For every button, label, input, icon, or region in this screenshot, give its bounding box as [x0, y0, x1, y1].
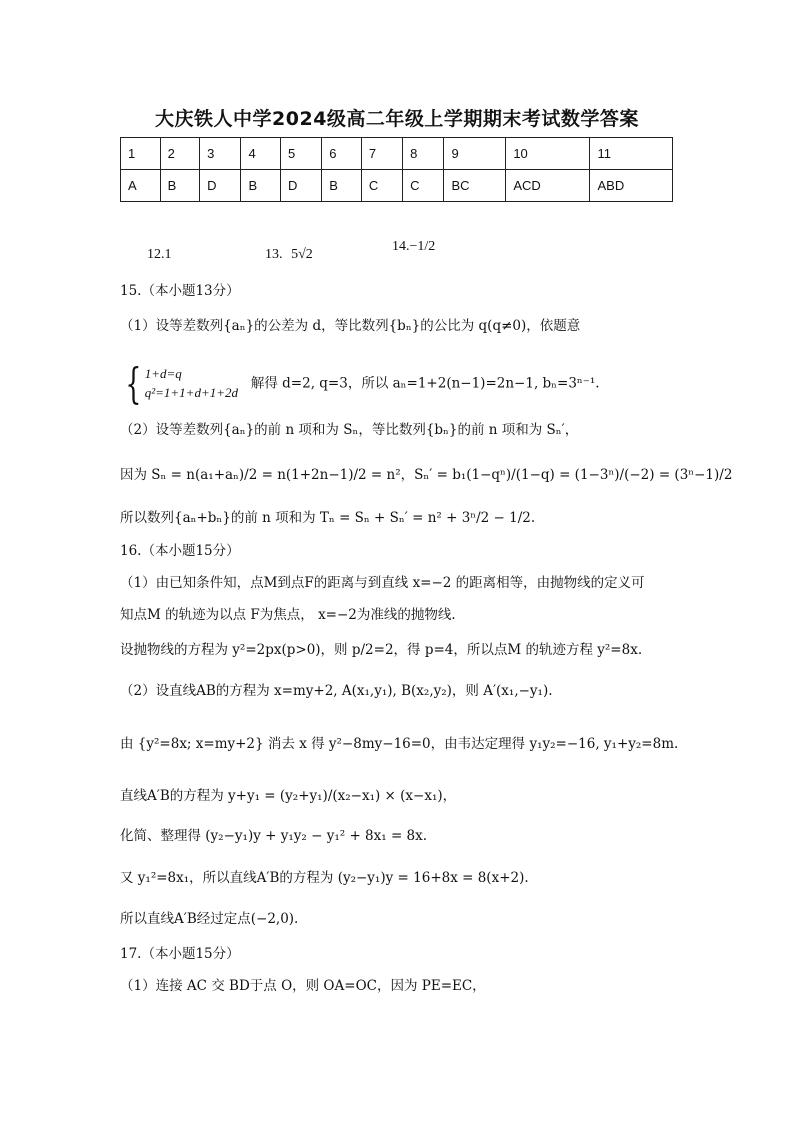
table-cell: 11	[590, 138, 673, 170]
q16-part1-line1: （1）由已知条件知，点M到点F的距离与到直线 x=−2 的距离相等，由抛物线的定义可	[120, 575, 645, 591]
q15-part2-conclusion: 所以数列{aₙ+bₙ}的前 n 项和为 Tₙ = Sₙ + Sₙ′ = n² + 3ⁿ/2 − 1/2.	[120, 510, 536, 526]
table-cell: 3	[200, 138, 241, 170]
q16-part2-line4: 化简、整理得 (y₂−y₁)y + y₁y₂ − y₁² + 8x₁ = 8x.	[120, 828, 428, 844]
q15-part1-system	[120, 359, 600, 408]
table-cell: B	[322, 170, 362, 202]
q15-part1-solve: 解得 d=2, q=3，所以 aₙ=1+2(n−1)=2n−1, bₙ=3ⁿ⁻¹.	[250, 375, 600, 392]
table-cell: 7	[361, 138, 402, 170]
table-cell: 5	[281, 138, 322, 170]
q16-part2-line1: （2）设直线AB的方程为 x=my+2, A(x₁,y₁), B(x₂,y₂)，则 A′(x₁,−y₁).	[120, 683, 553, 699]
page-title: 大庆铁人中学2024级高二年级上学期期末考试数学答案	[155, 108, 639, 130]
q16-part2-line6: 所以直线A′B经过定点(−2,0).	[120, 911, 299, 927]
q16-part1-line2: 知点M 的轨迹为以点 F为焦点， x=−2为准线的抛物线.	[120, 607, 456, 623]
table-cell: ABD	[590, 170, 673, 202]
q15-part1-text: （1）设等差数列{aₙ}的公差为 d，等比数列{bₙ}的公比为 q(q≠0)，依题意	[120, 318, 581, 334]
left-brace: {	[125, 359, 142, 408]
table-cell: ACD	[506, 170, 590, 202]
q12-answer: 12.1	[147, 247, 172, 262]
table-cell: B	[241, 170, 281, 202]
table-cell: D	[281, 170, 322, 202]
table-cell: 4	[241, 138, 281, 170]
table-cell: 10	[506, 138, 590, 170]
q13-answer: 13. 5√2	[265, 247, 313, 262]
q17-heading: 17.（本小题15分）	[120, 946, 240, 962]
table-cell: 1	[121, 138, 161, 170]
q16-part1-line3: 设抛物线的方程为 y²=2px(p>0)，则 p/2=2，得 p=4，所以点M 的轨迹方程 y²=8x.	[120, 642, 643, 658]
q15-heading: 15.（本小题13分）	[120, 283, 240, 299]
q16-heading: 16.（本小题15分）	[120, 543, 240, 559]
table-cell: BC	[444, 170, 506, 202]
q16-part2-line5: 又 y₁²=8x₁，所以直线A′B的方程为 (y₂−y₁)y = 16+8x = 8(x+2).	[120, 870, 529, 886]
table-cell: 9	[444, 138, 506, 170]
table-cell: C	[403, 170, 444, 202]
q15-part2-because: 因为 Sₙ = n(a₁+aₙ)/2 = n(1+2n−1)/2 = n²，Sₙ′ = b₁(1−qⁿ)/(1−q) = (1−3ⁿ)/(−2) = (3ⁿ−1)/2	[120, 467, 733, 483]
answer-table-number-row	[121, 138, 673, 170]
table-cell: 6	[322, 138, 362, 170]
table-cell: A	[121, 170, 161, 202]
table-cell: C	[361, 170, 402, 202]
table-cell: 8	[403, 138, 444, 170]
q14-answer: 14.−1/2	[392, 239, 436, 254]
table-cell: B	[160, 170, 200, 202]
answer-table	[120, 137, 673, 202]
q16-part2-line3: 直线A′B的方程为 y+y₁ = (y₂+y₁)/(x₂−x₁) × (x−x₁)，	[120, 788, 457, 804]
q17-part1-line1: （1）连接 AC 交 BD于点 O，则 OA=OC，因为 PE=EC，	[120, 978, 486, 994]
equation-system: 1+d=q q²=1+1+d+1+2d	[144, 366, 238, 400]
q15-part2-text: （2）设等差数列{aₙ}的前 n 项和为 Sₙ，等比数列{bₙ}的前 n 项和为 Sₙ′，	[120, 422, 579, 438]
answer-table-answer-row	[121, 170, 673, 202]
table-cell: 2	[160, 138, 200, 170]
table-cell: D	[200, 170, 241, 202]
q16-part2-line2: 由 {y²=8x; x=my+2} 消去 x 得 y²−8my−16=0，由韦达定理得 y₁y₂=−16, y₁+y₂=8m.	[120, 736, 679, 752]
